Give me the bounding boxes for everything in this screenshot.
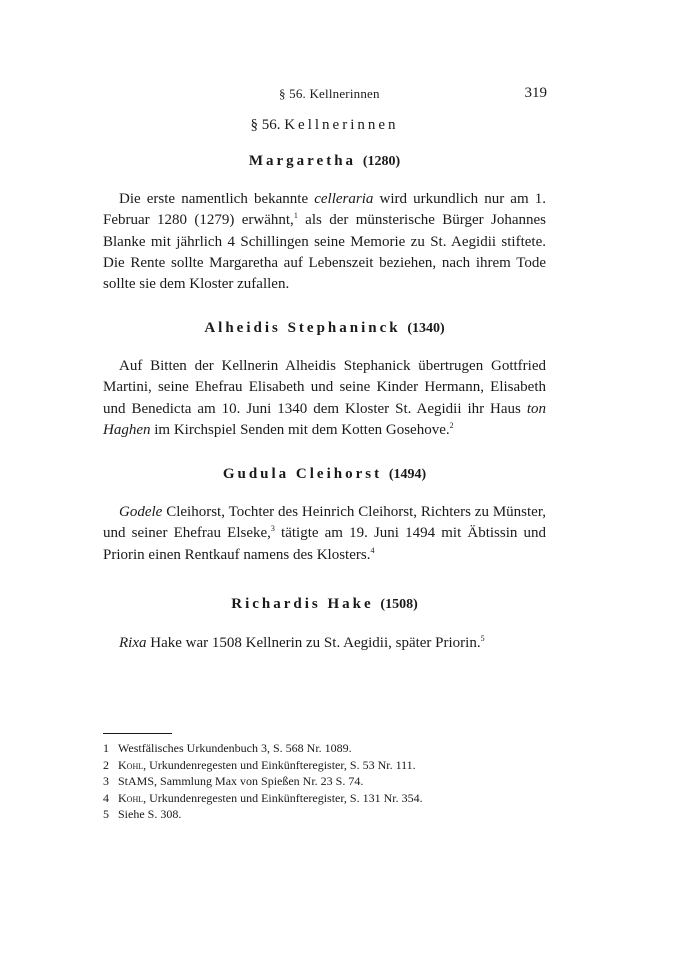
italic-term: Rixa bbox=[119, 635, 147, 651]
entry-alheidis bbox=[103, 320, 546, 337]
footnote-divider bbox=[103, 733, 172, 734]
entry-heading bbox=[103, 320, 546, 337]
footnote-item bbox=[103, 757, 546, 774]
text-run: tätigte am 19. Juni 1494 mit Äbtissin und Priorin einen Rentkauf namens des Klosters. bbox=[103, 525, 546, 563]
section-title: Kellnerinnen bbox=[284, 117, 399, 133]
footnote-number: 3 bbox=[103, 774, 109, 789]
footnotes bbox=[103, 740, 546, 823]
footnote-text: Westfälisches Urkundenbuch 3, S. 568 Nr. 1089. bbox=[118, 741, 352, 755]
entry-year: (1494) bbox=[388, 467, 427, 482]
footnote-ref[interactable]: 3 bbox=[270, 524, 275, 534]
entry-name: Gudula Cleihorst bbox=[222, 466, 383, 482]
footnote-number: 2 bbox=[103, 757, 109, 772]
text-run: Auf Bitten der Kellnerin Alheidis Stephanick übertrugen Gottfried Martini, seine Ehefrau Elisabeth und seine Kinder Hermann, Elisabeth und Benedicta am 10. Juni 1340 dem Kloster St. Aegidii ihr Haus bbox=[103, 358, 546, 417]
section-symbol: § 56. bbox=[250, 117, 281, 133]
paragraph bbox=[103, 356, 546, 441]
entry-alheidis-text bbox=[103, 356, 546, 441]
entry-year: (1508) bbox=[380, 597, 418, 612]
text-run: wird urkundlich nur am 1. Februar 1280 (1279) erwähnt, bbox=[103, 191, 546, 229]
section-heading bbox=[103, 117, 546, 134]
entry-gudula-text bbox=[103, 502, 546, 566]
text-run: Cleihorst, Tochter des Heinrich Cleihorst, Richters zu Münster, und seiner Ehefrau Elseke, bbox=[103, 504, 546, 542]
footnote-number: 5 bbox=[103, 807, 109, 822]
entry-gudula bbox=[103, 466, 546, 483]
entry-margaretha bbox=[103, 153, 546, 170]
paragraph bbox=[103, 189, 546, 295]
footnote-item bbox=[103, 740, 546, 757]
entry-heading bbox=[103, 596, 546, 613]
footnote-ref[interactable]: 5 bbox=[480, 634, 485, 643]
footnote-item bbox=[103, 773, 546, 790]
italic-term: ton Haghen bbox=[103, 400, 546, 438]
entry-heading bbox=[103, 153, 546, 170]
running-head-title: § 56. Kellnerinnen bbox=[279, 86, 380, 101]
text-run: Hake war 1508 Kellnerin zu St. Aegidii, später Priorin. bbox=[146, 635, 481, 651]
page-number: 319 bbox=[524, 85, 547, 101]
italic-term: celleraria bbox=[314, 191, 374, 207]
text-run: im Kirchspiel Senden mit dem Kotten Gosehove. bbox=[150, 421, 450, 438]
text-run: Die erste namentlich bekannte bbox=[119, 191, 315, 207]
entry-margaretha-text bbox=[103, 189, 546, 295]
footnote-item bbox=[103, 790, 546, 807]
entry-name: Margaretha bbox=[248, 153, 357, 169]
entry-name: Richardis Hake bbox=[231, 596, 374, 612]
entry-year: (1280) bbox=[362, 154, 401, 169]
footnote-author: Kohl bbox=[118, 790, 144, 805]
paragraph bbox=[103, 633, 546, 654]
footnote-number: 4 bbox=[103, 790, 109, 805]
text-run: als der münsterische Bürger Johannes Blanke mit jährlich 4 Schillingen seine Memorie zu St. Aegidii stiftete. Die Rente sollte Margaretha auf Lebenszeit beziehen, nach ihrem Tode sollte sie dem Kloster zufallen. bbox=[103, 212, 546, 293]
entry-richardis bbox=[103, 596, 546, 613]
entry-heading bbox=[103, 466, 546, 483]
footnote-text: StAMS, Sammlung Max von Spießen Nr. 23 S. 74. bbox=[118, 774, 364, 789]
footnote-text: Siehe S. 308. bbox=[118, 807, 182, 822]
footnote-ref[interactable]: 2 bbox=[449, 420, 454, 430]
footnote-ref[interactable]: 4 bbox=[370, 545, 375, 555]
footnote-item bbox=[103, 806, 546, 823]
italic-term: Godele bbox=[119, 504, 163, 520]
footnote-text: , Urkundenregesten und Einkünfteregister, S. 53 Nr. 111. bbox=[143, 757, 416, 772]
paragraph bbox=[103, 502, 546, 566]
footnote-ref[interactable]: 1 bbox=[293, 211, 298, 221]
footnote-text: , Urkundenregesten und Einkünfteregister, S. 131 Nr. 354. bbox=[143, 790, 423, 805]
footnote-author: Kohl bbox=[118, 757, 144, 772]
entry-year: (1340) bbox=[407, 321, 445, 336]
footnote-number: 1 bbox=[103, 741, 109, 755]
entry-richardis-text bbox=[103, 633, 546, 654]
entry-name: Alheidis Stephaninck bbox=[204, 320, 401, 336]
